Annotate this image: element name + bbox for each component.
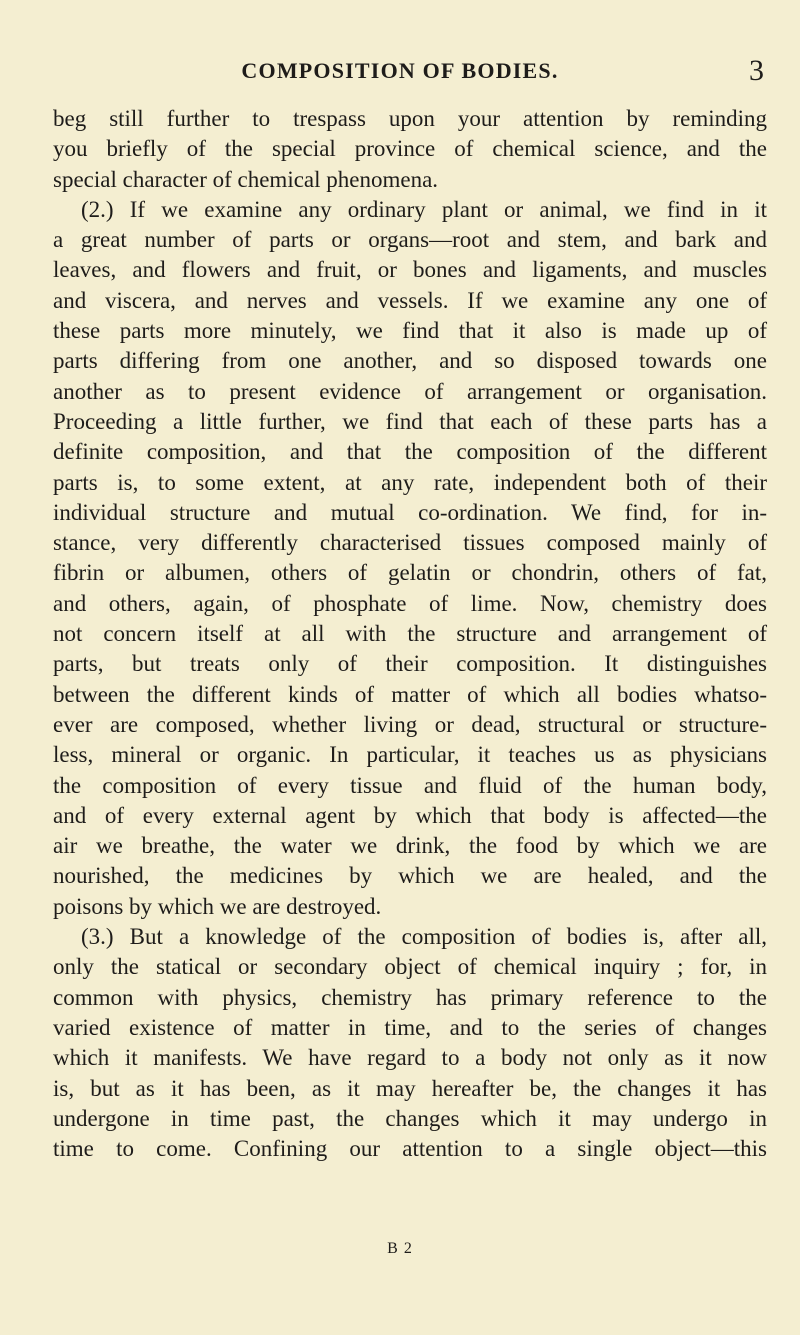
text-line: the composition of every tissue and fluid of the human body, bbox=[53, 772, 767, 798]
text-line: (2.) If we examine any ordinary plant or animal, we find in it bbox=[81, 196, 767, 222]
text-line: parts, but treats only of their composition. It distinguishes bbox=[53, 651, 767, 677]
running-head: COMPOSITION OF BODIES. bbox=[241, 58, 559, 83]
text-line: which it manifests. We have regard to a body not only as it now bbox=[53, 1045, 767, 1071]
text-line: these parts more minutely, we find that it also is made up of bbox=[53, 318, 767, 344]
page-number: 3 bbox=[749, 54, 764, 87]
text-line: common with physics, chemistry has primary reference to the bbox=[53, 984, 767, 1010]
text-line: ever are composed, whether living or dead, structural or structure- bbox=[53, 711, 767, 737]
text-line: parts is, to some extent, at any rate, independent both of their bbox=[53, 469, 767, 495]
text-line: (3.) But a knowledge of the composition of bodies is, after all, bbox=[81, 924, 767, 950]
text-line: and viscera, and nerves and vessels. If we examine any one of bbox=[53, 287, 767, 313]
text-line: and of every external agent by which that body is affected—the bbox=[53, 802, 767, 828]
text-line: only the statical or secondary object of chemical inquiry ; for, in bbox=[53, 954, 767, 980]
text-line: stance, very differently characterised tissues composed mainly of bbox=[53, 530, 767, 556]
text-line: beg still further to trespass upon your attention by reminding bbox=[53, 106, 767, 131]
text-line: between the different kinds of matter of which all bodies whatso- bbox=[53, 681, 767, 707]
text-line: special character of chemical phenomena. bbox=[53, 166, 439, 192]
text-line: is, but as it has been, as it may hereafter be, the changes it has bbox=[53, 1075, 767, 1101]
text-line: not concern itself at all with the structure and arrangement of bbox=[53, 621, 767, 647]
text-line: nourished, the medicines by which we are healed, and the bbox=[53, 863, 767, 889]
text-line: less, mineral or organic. In particular, it teaches us as physicians bbox=[53, 742, 767, 768]
text-line: poisons by which we are destroyed. bbox=[53, 893, 382, 919]
text-line: fibrin or albumen, others of gelatin or chondrin, others of fat, bbox=[53, 560, 767, 586]
text-line: another as to present evidence of arrangement or organisation. bbox=[53, 378, 767, 404]
text-line: definite composition, and that the composition of the different bbox=[53, 439, 767, 465]
text-line: you briefly of the special province of chemical science, and the bbox=[53, 136, 767, 162]
text-line: varied existence of matter in time, and to the series of changes bbox=[53, 1014, 767, 1040]
text-line: air we breathe, the water we drink, the food by which we are bbox=[53, 833, 767, 859]
text-line: a great number of parts or organs—root and stem, and bark and bbox=[53, 227, 767, 253]
text-line: Proceeding a little further, we find that each of these parts has a bbox=[53, 408, 767, 434]
text-line: individual structure and mutual co-ordination. We find, for in- bbox=[53, 499, 767, 525]
text-line: undergone in time past, the changes which it may undergo in bbox=[53, 1105, 767, 1131]
signature-mark: B 2 bbox=[387, 1240, 413, 1257]
page-header bbox=[0, 54, 800, 94]
text-line: and others, again, of phosphate of lime. Now, chemistry does bbox=[53, 590, 767, 616]
text-line: leaves, and flowers and fruit, or bones and ligaments, and muscles bbox=[53, 257, 767, 283]
text-line: parts differing from one another, and so disposed towards one bbox=[53, 348, 767, 374]
text-line: time to come. Confining our attention to a single object—this bbox=[53, 1136, 767, 1162]
body-text bbox=[53, 104, 767, 1164]
